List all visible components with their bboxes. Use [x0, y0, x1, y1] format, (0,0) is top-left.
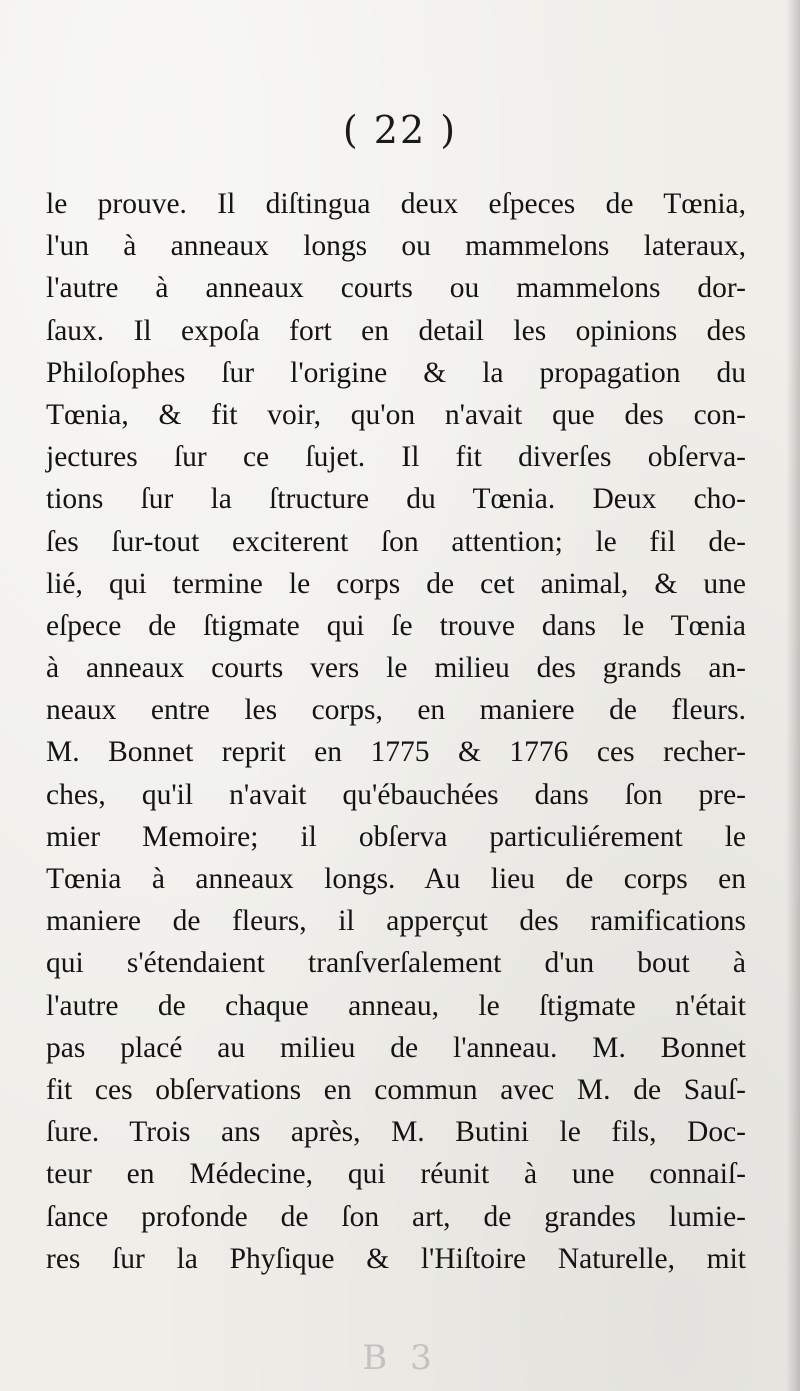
- text-line: Tœnia, & fit voir, qu'on n'avait que des con-: [46, 398, 746, 431]
- text-line: jectures ſur ce ſujet. Il fit diverſes obſerva-: [46, 441, 746, 474]
- text-line: lié, qui termine le corps de cet animal, & une: [46, 567, 746, 600]
- text-line: tions ſur la ſtructure du Tœnia. Deux cho-: [46, 483, 746, 516]
- text-line: ſes ſur-tout exciterent ſon attention; le fil de-: [46, 525, 746, 558]
- text-line: l'autre de chaque anneau, le ſtigmate n'était: [46, 989, 746, 1022]
- text-line: teur en Médecine, qui réunit à une connaiſ-: [46, 1158, 746, 1191]
- text-line: l'autre à anneaux courts ou mammelons dor-: [46, 272, 746, 305]
- text-line: ſance profonde de ſon art, de grandes lumie-: [46, 1200, 746, 1233]
- text-line: qui s'étendaient tranſverſalement d'un bout à: [46, 947, 746, 980]
- text-line: l'un à anneaux longs ou mammelons lateraux,: [46, 230, 746, 263]
- body-text: [46, 183, 746, 1280]
- page-edge-shadow: [786, 0, 800, 1391]
- text-line: ſaux. Il expoſa fort en detail les opinions des: [46, 314, 746, 347]
- text-line: maniere de fleurs, il apperçut des ramifications: [46, 905, 746, 938]
- text-line: le prouve. Il diſtingua deux eſpeces de Tœnia,: [46, 188, 746, 220]
- text-line: res ſur la Phyſique & l'Hiſtoire Naturelle, mit: [46, 1242, 746, 1275]
- text-line: à anneaux courts vers le milieu des grands an-: [46, 652, 746, 685]
- text-line: neaux entre les corps, en maniere de fleurs.: [46, 694, 746, 727]
- text-line: mier Memoire; il obſerva particuliérement le: [46, 820, 746, 853]
- page-number: ( 22 ): [342, 108, 458, 152]
- text-line: M. Bonnet reprit en 1775 & 1776 ces recher-: [46, 736, 746, 769]
- signature-mark: B 3: [362, 1338, 438, 1378]
- text-line: pas placé au milieu de l'anneau. M. Bonnet: [46, 1031, 746, 1064]
- text-line: Philoſophes ſur l'origine & la propagation du: [46, 356, 746, 389]
- text-line: ches, qu'il n'avait qu'ébauchées dans ſon pre-: [46, 778, 746, 811]
- text-line: ſure. Trois ans après, M. Butini le fils, Doc-: [46, 1116, 746, 1149]
- text-line: fit ces obſervations en commun avec M. de Sauſ-: [46, 1073, 746, 1106]
- text-line: Tœnia à anneaux longs. Au lieu de corps en: [46, 863, 746, 895]
- text-line: eſpece de ſtigmate qui ſe trouve dans le Tœnia: [46, 609, 746, 642]
